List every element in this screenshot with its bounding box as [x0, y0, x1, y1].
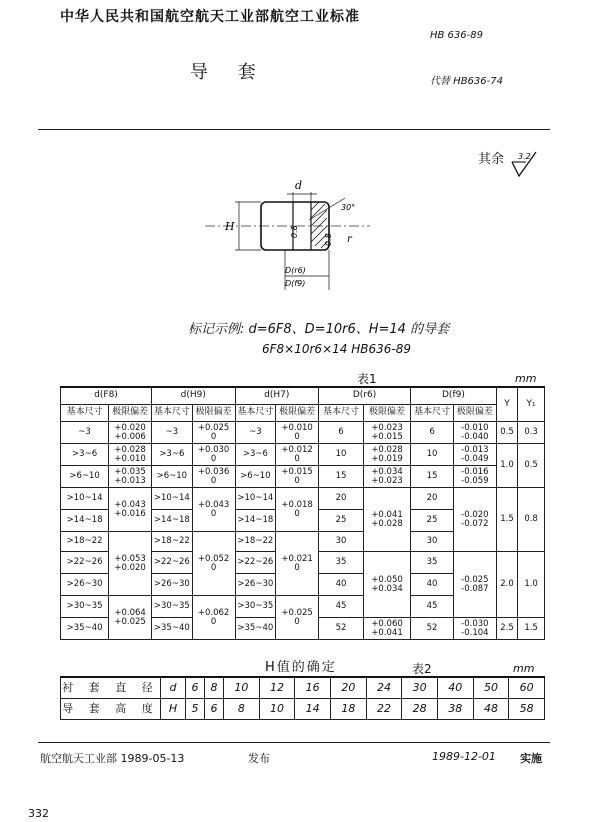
replaces-note: 代替 HB636-74 — [430, 76, 503, 87]
table-row — [61, 488, 545, 510]
cell: -0.016 -0.059 — [453, 466, 496, 488]
cell: 30 — [411, 532, 454, 552]
dim-d-r6-label: D(r6) — [285, 266, 306, 275]
cell: ~3 — [152, 422, 193, 444]
dimension-table — [60, 386, 545, 640]
cell: +0.023 +0.015 — [364, 422, 411, 444]
cell: >30~35 — [61, 596, 109, 618]
cell: 15 — [411, 466, 454, 488]
cell: 52 — [411, 618, 454, 640]
cell: 48 — [473, 699, 509, 720]
cell: 1.0 — [518, 552, 545, 618]
cell: 50 — [473, 677, 509, 699]
cell: +0.050 +0.034 — [364, 552, 411, 618]
subheader-deviation: 极限偏差 — [109, 405, 152, 422]
standard-number: HB 636-89 — [430, 30, 483, 41]
cell: +0.015 0 — [276, 466, 319, 488]
cell: >22~26 — [152, 552, 193, 574]
row-symbol-d: d — [161, 677, 186, 699]
cell: >26~30 — [235, 574, 276, 596]
page-number: 332 — [28, 807, 49, 820]
issued-label: 发布 — [248, 752, 270, 765]
cell: 5 — [186, 699, 205, 720]
cell: 10 — [411, 444, 454, 466]
cell: 20 — [411, 488, 454, 510]
cell: +0.043 +0.016 — [109, 488, 152, 532]
cell: >6~10 — [235, 466, 276, 488]
cell: 22 — [366, 699, 402, 720]
subheader-deviation: 极限偏差 — [192, 405, 235, 422]
cell: 38 — [437, 699, 473, 720]
table-row — [61, 677, 545, 699]
cell: 12 — [259, 677, 295, 699]
roughness-value: 3.2 — [518, 152, 531, 161]
cell: 40 — [437, 677, 473, 699]
cell: +0.035 +0.013 — [109, 466, 152, 488]
roughness-symbol-icon — [510, 150, 540, 178]
cell: >18~22 — [235, 532, 276, 552]
cell: 35 — [411, 552, 454, 574]
cell: >18~22 — [152, 532, 193, 552]
cell: 8 — [224, 699, 260, 720]
cell: 0.5 — [518, 444, 545, 488]
cell: 20 — [331, 677, 367, 699]
subheader-basic-size: 基本尺寸 — [61, 405, 109, 422]
radius-label: r — [347, 234, 352, 245]
subheader-basic-size: 基本尺寸 — [235, 405, 276, 422]
cell: +0.043 0 — [192, 488, 235, 532]
cell: >22~26 — [61, 552, 109, 574]
cell: 40 — [319, 574, 364, 596]
standard-header-title: 中华人民共和国航空航天工业部航空工业标准 — [60, 9, 360, 25]
cell: 45 — [411, 596, 454, 618]
table-row — [61, 444, 545, 466]
cell: 35 — [319, 552, 364, 574]
cell: +0.028 +0.010 — [109, 444, 152, 466]
row-label-height: 导 套 高 度 — [61, 699, 161, 720]
cell: +0.025 0 — [192, 422, 235, 444]
cell: +0.053 +0.020 — [109, 532, 152, 596]
cell: +0.012 0 — [276, 444, 319, 466]
cell: +0.021 0 — [276, 532, 319, 596]
cell: -0.025 -0.087 — [453, 552, 496, 618]
cell: >14~18 — [152, 510, 193, 532]
dim-h-label: H — [225, 220, 235, 233]
cell: >10~14 — [152, 488, 193, 510]
table2-unit: mm — [513, 662, 535, 675]
bushing-drawing — [205, 180, 395, 305]
cell: 20 — [319, 488, 364, 510]
dim-d-f9-label: D(f9) — [285, 279, 306, 288]
table-row — [61, 466, 545, 488]
cell: +0.018 0 — [276, 488, 319, 532]
height-table — [60, 676, 545, 720]
cell: 14 — [295, 699, 331, 720]
subheader-basic-size: 基本尺寸 — [319, 405, 364, 422]
row-label-diameter: 衬 套 直 径 — [61, 677, 161, 699]
dim-d-label: d — [295, 180, 303, 192]
cell: +0.020 +0.006 — [109, 422, 152, 444]
cell: +0.025 0 — [276, 596, 319, 640]
cell: >3~6 — [61, 444, 109, 466]
cell: 30 — [402, 677, 438, 699]
top-divider — [38, 129, 550, 130]
fit-label-left: 0.8 — [290, 225, 299, 238]
effective-label: 实施 — [520, 752, 542, 765]
cell: >35~40 — [152, 618, 193, 640]
cell: >3~6 — [235, 444, 276, 466]
cell: >3~6 — [152, 444, 193, 466]
cell: +0.062 0 — [192, 596, 235, 640]
header-y1: Y₁ — [518, 387, 545, 422]
cell: 10 — [319, 444, 364, 466]
subheader-basic-size: 基本尺寸 — [152, 405, 193, 422]
cell: 40 — [411, 574, 454, 596]
cell: 2.0 — [496, 552, 517, 618]
marking-example-line1: 标记示例: d=6F8、D=10r6、H=14 的导套 — [188, 322, 450, 337]
cell: 25 — [319, 510, 364, 532]
cell: ~3 — [61, 422, 109, 444]
cell: >6~10 — [152, 466, 193, 488]
cell: 28 — [402, 699, 438, 720]
cell: 0.3 — [518, 422, 545, 444]
cell: +0.030 0 — [192, 444, 235, 466]
cell: 8 — [205, 677, 224, 699]
cell: +0.041 +0.028 — [364, 488, 411, 552]
cell: 1.5 — [496, 488, 517, 552]
cell: 18 — [331, 699, 367, 720]
cell: +0.036 0 — [192, 466, 235, 488]
cell: +0.034 +0.023 — [364, 466, 411, 488]
cell: >14~18 — [61, 510, 109, 532]
cell: >22~26 — [235, 552, 276, 574]
issuer-and-date: 航空航天工业部 1989-05-13 — [40, 752, 185, 765]
cell: >26~30 — [61, 574, 109, 596]
cell: -0.010 -0.040 — [453, 422, 496, 444]
cell: 58 — [509, 699, 545, 720]
cell: -0.030 -0.104 — [453, 618, 496, 640]
header-d-h9: d(H9) — [152, 387, 236, 405]
cell: 25 — [411, 510, 454, 532]
row-symbol-h: H — [161, 699, 186, 720]
cell: 0.5 — [496, 422, 517, 444]
cell: 60 — [509, 677, 545, 699]
cell: >10~14 — [61, 488, 109, 510]
cell: 6 — [319, 422, 364, 444]
cell: ~3 — [235, 422, 276, 444]
cell: -0.013 -0.049 — [453, 444, 496, 466]
cell: 1.5 — [518, 618, 545, 640]
cell: 6 — [411, 422, 454, 444]
document-title: 导 套 — [190, 62, 268, 83]
marking-example-line2: 6F8×10r6×14 HB636-89 — [262, 342, 411, 356]
cell: 45 — [319, 596, 364, 618]
table1-label: 表1 — [357, 372, 377, 386]
cell: >18~22 — [61, 532, 109, 552]
bottom-divider — [38, 742, 550, 743]
cell: >14~18 — [235, 510, 276, 532]
cell: +0.060 +0.041 — [364, 618, 411, 640]
cell: >35~40 — [61, 618, 109, 640]
cell: >26~30 — [152, 574, 193, 596]
cell: >35~40 — [235, 618, 276, 640]
cell: -0.020 -0.072 — [453, 488, 496, 552]
cell: 52 — [319, 618, 364, 640]
header-d-f9: D(f9) — [411, 387, 497, 405]
cell: 16 — [295, 677, 331, 699]
cell: 2.5 — [496, 618, 517, 640]
subheader-deviation: 极限偏差 — [364, 405, 411, 422]
header-d-f8: d(F8) — [61, 387, 152, 405]
effective-date: 1989-12-01 — [432, 750, 496, 763]
cell: +0.064 +0.025 — [109, 596, 152, 640]
fit-label-right: 0.8 — [324, 233, 333, 246]
cell: 30 — [319, 532, 364, 552]
header-y: Y — [496, 387, 517, 422]
table1-sub-header-row — [61, 405, 545, 422]
table-row — [61, 422, 545, 444]
angle-label: 30° — [341, 203, 356, 212]
cell: +0.052 0 — [192, 532, 235, 596]
cell: >30~35 — [235, 596, 276, 618]
header-d-r6: D(r6) — [319, 387, 411, 405]
subheader-basic-size: 基本尺寸 — [411, 405, 454, 422]
table-row — [61, 699, 545, 720]
cell: 10 — [224, 677, 260, 699]
cell: 6 — [205, 699, 224, 720]
cell: 6 — [186, 677, 205, 699]
subheader-deviation: 极限偏差 — [276, 405, 319, 422]
cell: +0.028 +0.019 — [364, 444, 411, 466]
cell: >30~35 — [152, 596, 193, 618]
table2-label: 表2 — [412, 662, 432, 676]
cell: 0.8 — [518, 488, 545, 552]
cell: >10~14 — [235, 488, 276, 510]
roughness-label: 其余 — [478, 152, 505, 167]
cell: 15 — [319, 466, 364, 488]
table1-unit: mm — [515, 372, 537, 385]
cell: 24 — [366, 677, 402, 699]
cell: >6~10 — [61, 466, 109, 488]
table2-title: H值的确定 — [265, 660, 337, 675]
table1-group-header-row — [61, 387, 545, 405]
cell: 10 — [259, 699, 295, 720]
header-d-h7: d(H7) — [235, 387, 319, 405]
subheader-deviation: 极限偏差 — [453, 405, 496, 422]
cell: +0.010 0 — [276, 422, 319, 444]
cell: 1.0 — [496, 444, 517, 488]
